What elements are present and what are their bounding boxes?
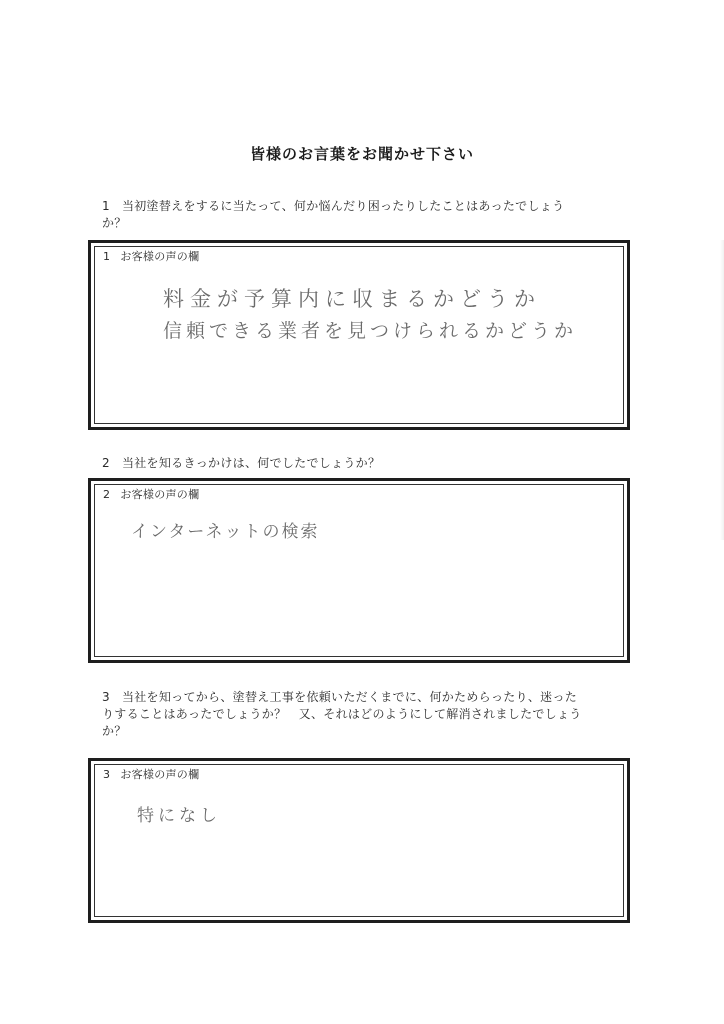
question-2 (102, 455, 642, 472)
answer-box-1-label-text: お客様の声の欄 (120, 250, 200, 263)
question-1-line-1 (102, 198, 642, 215)
answer-box-2-number: 2 (103, 488, 111, 501)
question-1-text: 当初塗替えをするに当たって、何か悩んだり困ったりしたことはあったでしょう (121, 199, 565, 213)
question-3-line-3: か？ (102, 724, 127, 738)
handwritten-answer-1-2: 信頼できる業者を見つけられるかどうか (163, 320, 578, 342)
question-1-number: 1 (102, 199, 110, 213)
answer-box-1-label (103, 248, 199, 264)
question-3 (102, 689, 642, 740)
answer-box-2-inner (94, 484, 624, 657)
page-title: 皆様のお言葉をお聞かせ下さい (249, 145, 474, 163)
answer-box-3-inner (94, 764, 624, 917)
question-1 (102, 198, 642, 232)
answer-box-3-number: 3 (103, 768, 111, 781)
answer-box-2-label (103, 486, 199, 502)
question-3-line-1 (102, 689, 642, 706)
answer-box-3 (88, 758, 630, 923)
answer-box-2 (88, 478, 630, 663)
handwritten-answer-3-1: 特になし (137, 806, 221, 826)
question-2-line-1 (102, 455, 642, 472)
question-2-text: 当社を知るきっかけは、何でしたでしょうか？ (121, 456, 381, 470)
answer-box-2-label-text: お客様の声の欄 (120, 488, 200, 501)
question-3-text: 当社を知ってから、塗替え工事を依頼いただくまでに、何かためらったり、迷った (121, 690, 578, 704)
answer-box-3-label (103, 766, 199, 782)
question-3-line-2: りすることはあったでしょうか？ 又、それはどのようにして解消されましたでしょう (102, 707, 582, 721)
question-3-number: 3 (102, 690, 110, 704)
handwritten-answer-2-1: インターネットの検索 (131, 522, 320, 542)
answer-box-3-label-text: お客様の声の欄 (120, 768, 200, 781)
handwritten-answer-1-1: 料金が予算内に収まるかどうか (163, 287, 541, 311)
scan-edge-shadow (720, 240, 724, 540)
question-2-number: 2 (102, 456, 110, 470)
answer-box-1 (88, 240, 630, 430)
question-1-line-2: か？ (102, 216, 127, 230)
answer-box-1-number: 1 (103, 250, 111, 263)
